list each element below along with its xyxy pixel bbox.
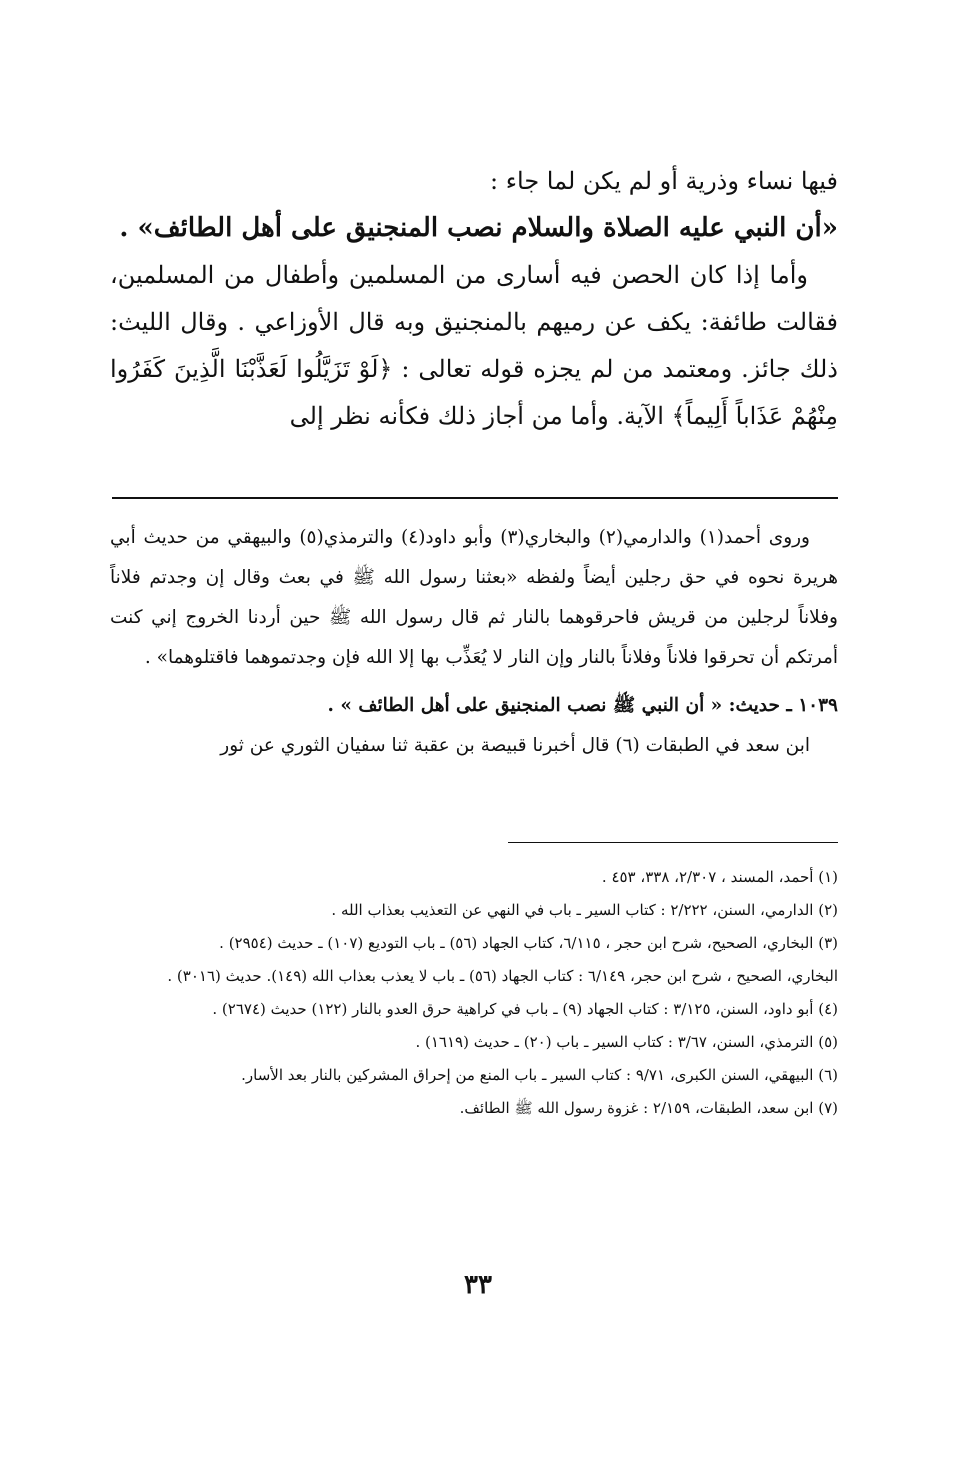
footnotes [110,862,838,1123]
commentary-paragraph-1: وروى أحمد(١) والدارمي(٢) والبخاري(٣) وأبو داود(٤) والترمذي(٥) والبيهقي من حديث أبي هريرة نحوه في حق رجلين أيضاً ولفظه «بعثنا رسول الله ﷺ في بعث وقال إن وجدتم فلاناً وفلاناً لرجلين من قريش فاحرقوهما بالنار ثم قال رسول الله ﷺ حين أردنا الخروج إني كنت أمرتكم أن تحرقوا فلاناً وفلاناً بالنار وإن النار لا يُعَذِّب بها إلا الله فإن وجدتموهما فاقتلوهما» . [110,527,838,668]
footnote-3: (٣) البخاري، الصحيح، شرح ابن حجر ، ٦/١١٥، كتاب الجهاد (٥٦) ـ باب التوديع (١٠٧) ـ حديث (٢٩٥٤) . [219,934,838,952]
footnote-1: (١) أحمد، المسند ، ٢/٣٠٧، ٣٣٨، ٤٥٣ . [601,868,838,886]
footnote-6: (٦) البيهقي، السنن الكبرى، ٩/٧١ : كتاب السير ـ باب المنع من إحراق المشركين بالنار بعد الأسار. [241,1066,838,1084]
hadith-heading: ١٠٣٩ ـ حديث: « أن النبي ﷺ نصب المنجنيق على أهل الطائف » . [327,695,838,716]
page-number: ٣٣ [464,1270,492,1300]
footnote-separator-line [508,842,838,843]
footnote-3-continued: البخاري، الصحيح ، شرح ابن حجر، ٦/١٤٩ : كتاب الجهاد (٥٦) ـ باب لا يعذب بعذاب الله (١٤٩). حديث (٣٠١٦) . [167,967,838,985]
footnote-5: (٥) الترمذي، السنن، ٣/٦٧ : كتاب السير ـ باب (٢٠) ـ حديث (١٦١٩) . [415,1033,838,1051]
commentary-paragraph-2: ابن سعد في الطبقات (٦) قال أخبرنا قبيصة بن عقبة ثنا سفيان الثوري عن ثور [220,735,810,756]
commentary-section [110,518,838,766]
main-text [110,158,838,440]
main-paragraph-1: فيها نساء وذرية أو لم يكن لما جاء : [490,167,838,195]
footnote-2: (٢) الدارمي، السنن، ٢/٢٢٢ : كتاب السير ـ باب في النهي عن التعذيب بعذاب الله . [331,901,838,919]
main-paragraph-2: وأما إذا كان الحصن فيه أسارى من المسلمين وأطفال من المسلمين، فقالت طائفة: يكف عن رميهم بالمنجنيق وبه قال الأوزاعي . وقال الليث: ذلك جائز. ومعتمد من لم يجزه قوله تعالى : ﴿لَوْ تَزَيَّلُوا لَعَذَّبْنَا الَّذِينَ كَفَرُوا مِنْهُمْ عَذَاباً أَلِيماً﴾ الآية. وأما من أجاز ذلك فكأنه نظر إلى [110,261,838,430]
footnote-4: (٤) أبو داود، السنن، ٣/١٢٥ : كتاب الجهاد (٩) ـ باب في كراهية حرق العدو بالنار (١٢٢) حديث (٢٦٧٤) . [212,1000,838,1018]
hadith-quote: «أن النبي عليه الصلاة والسلام نصب المنجنيق على أهل الطائف» . [119,213,838,243]
main-separator-line [112,497,838,499]
footnote-7: (٧) ابن سعد، الطبقات، ٢/١٥٩ : غزوة رسول الله ﷺ الطائف. [459,1099,838,1117]
